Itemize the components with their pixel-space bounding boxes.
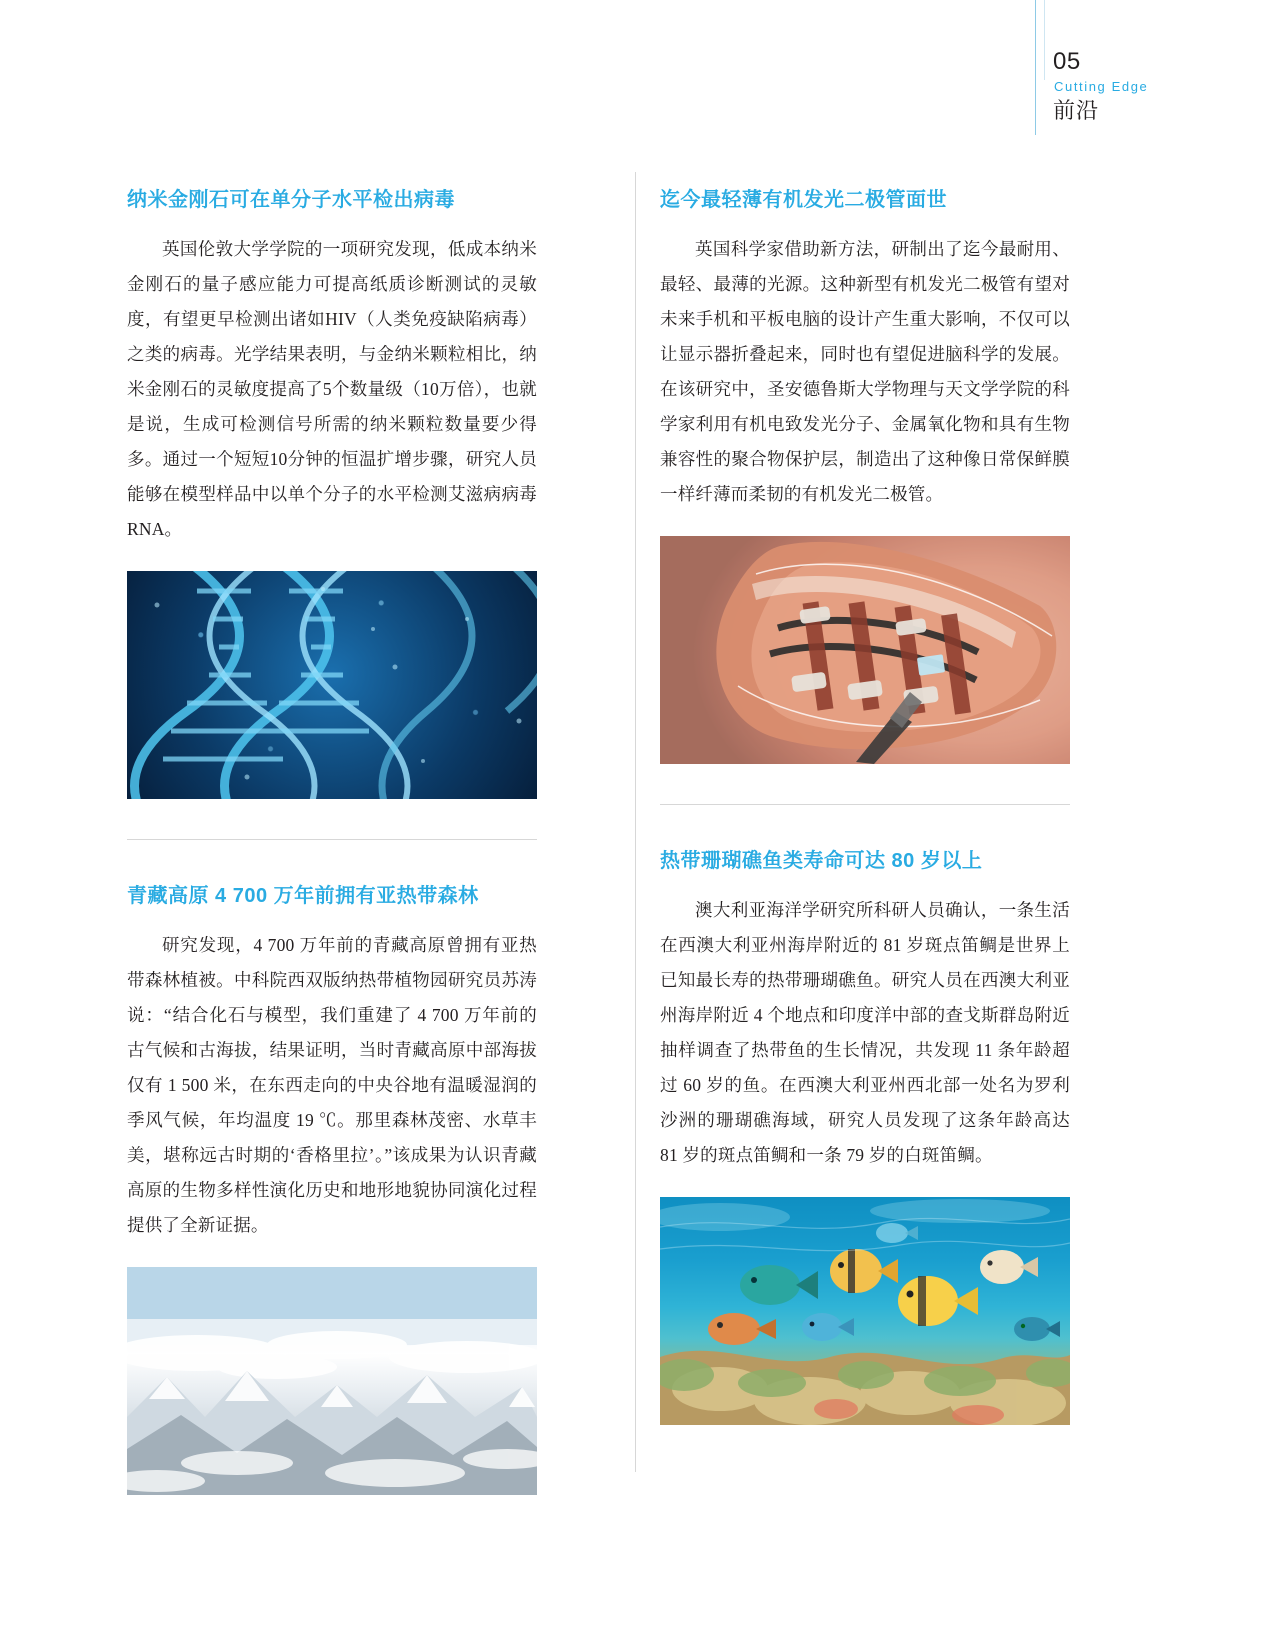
article-title: 热带珊瑚礁鱼类寿命可达 80 岁以上 (660, 850, 983, 872)
article-plateau (127, 882, 537, 1495)
article-body: 英国伦敦大学学院的一项研究发现，低成本纳米金刚石的量子感应能力可提高纸质诊断测试的灵敏度，有望更早检测出诸如HIV（人类免疫缺陷病毒）之类的病毒。光学结果表明，与金纳米颗粒相比，纳米金刚石的灵敏度提高了5个数量级（10万倍），也就是说，生成可检测信号所需的纳米颗粒数量要少得多。通过一个短短10分钟的恒温扩增步骤，研究人员能够在模型样品中以单个分子的水平检测艾滋病病毒RNA。 (127, 239, 537, 539)
coral-reef-fish-photo (660, 1197, 1070, 1425)
plateau-mountains-illustration (127, 1267, 537, 1495)
plateau-aerial-photo (127, 1267, 537, 1495)
page-header (1035, 0, 1270, 135)
article-title: 青藏高原 4 700 万年前拥有亚热带森林 (127, 885, 479, 907)
article-reef-fish (660, 847, 1070, 1425)
oled-on-finger-photo (660, 536, 1070, 764)
column-divider (635, 172, 636, 1472)
page-number: 05 (1053, 48, 1081, 75)
header-vertical-rule (1035, 0, 1036, 135)
header-vertical-rule-secondary (1044, 0, 1045, 80)
article-spacer (127, 840, 537, 882)
left-column (127, 186, 537, 1495)
article-body: 研究发现，4 700 万年前的青藏高原曾拥有亚热带森林植被。中科院西双版纳热带植物园研究员苏涛说：“结合化石与模型，我们重建了 4 700 万年前的古气候和古海拔，结果证明，当时青藏高原中部海拔仅有 1 500 米，在东西走向的中央谷地有温暖湿润的季风气候，年均温度 19 ℃。那里森林茂密、水草丰美，堪称远古时期的‘香格里拉’。”该成果为认识青藏高原的生物多样性演化历史和地形地貌协同演化过程提供了全新证据。 (127, 935, 537, 1235)
reef-fish-illustration (660, 1197, 1070, 1425)
right-column (660, 186, 1070, 1425)
article-body: 英国科学家借助新方法，研制出了迄今最耐用、最轻、最薄的光源。这种新型有机发光二极管有望对未来手机和平板电脑的设计产生重大影响，不仅可以让显示器折叠起来，同时也有望促进脑科学的发展。在该研究中，圣安德鲁斯大学物理与天文学学院的科学家利用有机电致发光分子、金属氧化物和具有生物兼容性的聚合物保护层，制造出了这种像日常保鲜膜一样纤薄而柔韧的有机发光二极管。 (660, 239, 1070, 504)
dna-helix-photo (127, 571, 537, 799)
article-oled (660, 186, 1070, 764)
article-spacer (660, 805, 1070, 847)
section-kicker-chinese: 前沿 (1053, 98, 1100, 123)
article-title: 纳米金刚石可在单分子水平检出病毒 (127, 189, 455, 211)
section-kicker-english: Cutting Edge (1054, 79, 1149, 94)
oled-film-illustration (660, 536, 1070, 764)
article-body: 澳大利亚海洋学研究所科研人员确认，一条生活在西澳大利亚州海岸附近的 81 岁斑点笛鲷是世界上已知最长寿的热带珊瑚礁鱼。研究人员在西澳大利亚州海岸附近 4 个地点和印度洋中部的查戈斯群岛附近抽样调查了热带鱼的生长情况，共发现 11 条年龄超过 60 岁的鱼。在西澳大利亚州西北部一处名为罗利沙洲的珊瑚礁海域，研究人员发现了这条年龄高达 81 岁的斑点笛鲷和一条 79 岁的白斑笛鲷。 (660, 900, 1070, 1165)
dna-helix-illustration (127, 571, 537, 799)
article-nanodiamond (127, 186, 537, 799)
article-title: 迄今最轻薄有机发光二极管面世 (660, 189, 947, 211)
